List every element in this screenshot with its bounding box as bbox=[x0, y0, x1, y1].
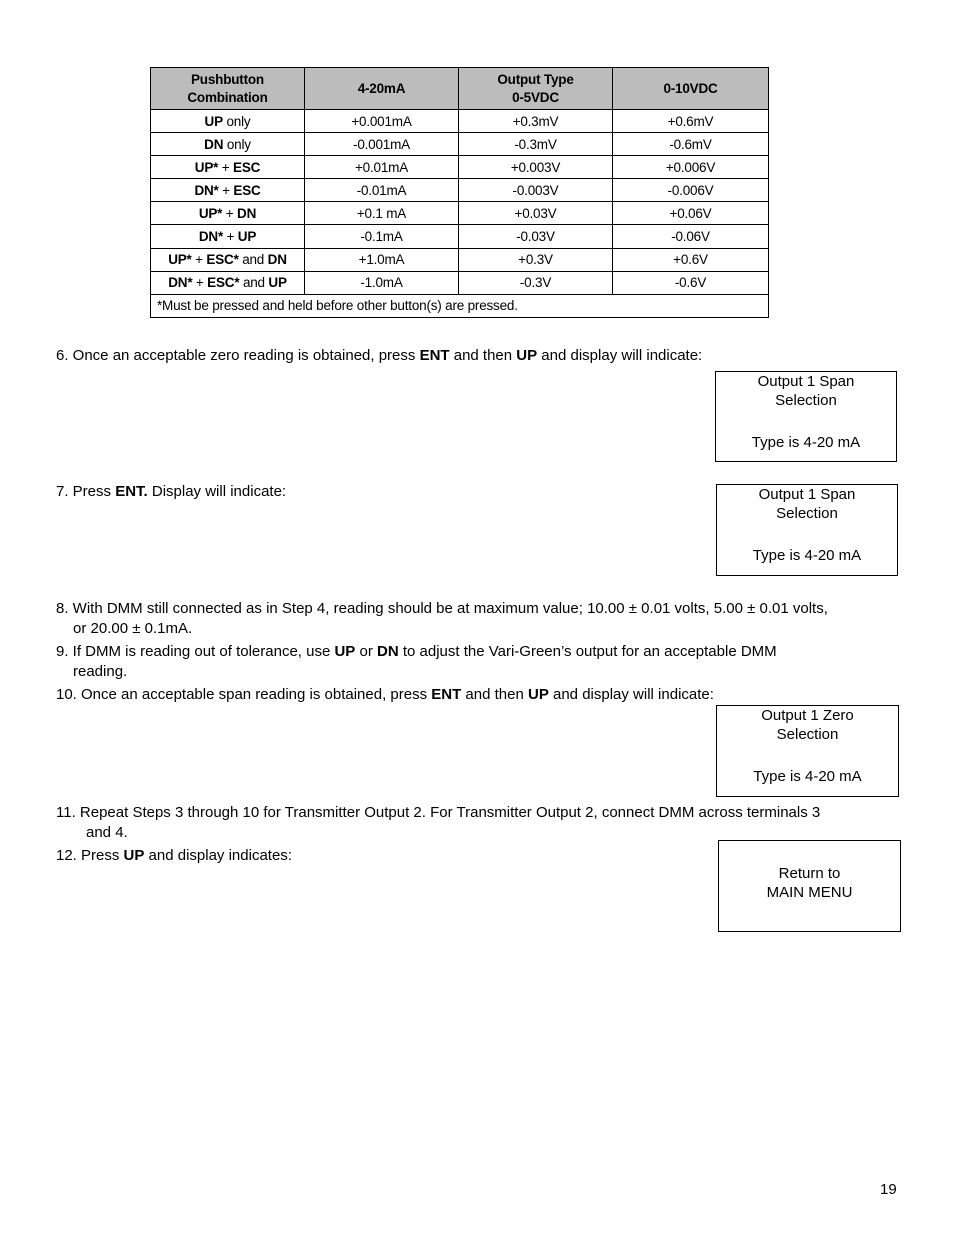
pushbutton-output-table bbox=[150, 67, 769, 318]
step-11: 11. Repeat Steps 3 through 10 for Transmitter Output 2. For Transmitter Output 2, connect DMM across terminals 3 and 4. bbox=[56, 804, 821, 841]
table-row bbox=[151, 271, 769, 294]
cell-combination: DN* + ESC bbox=[151, 179, 305, 202]
step-9: 9. If DMM is reading out of tolerance, use UP or DN to adjust the Vari-Green’s output for an acceptable DMM reading. bbox=[56, 643, 777, 680]
cell-4-20ma: -0.1mA bbox=[305, 225, 459, 248]
display-line-1: Output 1 Zero bbox=[761, 707, 854, 724]
display-output1-span-2 bbox=[716, 484, 898, 576]
cell-0-5vdc: -0.3V bbox=[459, 271, 613, 294]
step-6: 6. Once an acceptable zero reading is obtained, press ENT and then UP and display will indicate: bbox=[56, 347, 703, 364]
cell-0-5vdc: +0.3mV bbox=[459, 110, 613, 133]
table-header-row bbox=[151, 68, 769, 110]
table-footnote-row bbox=[151, 294, 769, 317]
header-0-5vdc bbox=[459, 68, 613, 110]
cell-4-20ma: +0.001mA bbox=[305, 110, 459, 133]
cell-0-5vdc: -0.003V bbox=[459, 179, 613, 202]
step-8: 8. With DMM still connected as in Step 4, reading should be at maximum value; 10.00 ± 0.01 volts, 5.00 ± 0.01 volts, or 20.00 ± 0.1mA. bbox=[56, 600, 828, 637]
step-7: 7. Press ENT. Display will indicate: bbox=[56, 483, 287, 500]
header-combo-text: Pushbutton Combination bbox=[187, 71, 268, 105]
cell-0-10vdc: -0.06V bbox=[613, 225, 769, 248]
display-line-3: Type is 4-20 mA bbox=[752, 547, 862, 564]
table-row bbox=[151, 179, 769, 202]
cell-0-10vdc: -0.006V bbox=[613, 179, 769, 202]
cell-4-20ma: -1.0mA bbox=[305, 271, 459, 294]
cell-4-20ma: -0.001mA bbox=[305, 133, 459, 156]
display-line-1: Return to bbox=[778, 865, 841, 882]
display-line-3: Type is 4-20 mA bbox=[751, 434, 861, 451]
table-row bbox=[151, 248, 769, 271]
cell-4-20ma: +1.0mA bbox=[305, 248, 459, 271]
cell-4-20ma: +0.01mA bbox=[305, 156, 459, 179]
display-line-2: Selection bbox=[775, 392, 837, 409]
display-line-2: MAIN MENU bbox=[766, 884, 853, 901]
header-4-20ma: 4-20mA bbox=[305, 68, 459, 110]
cell-0-5vdc: +0.003V bbox=[459, 156, 613, 179]
table-row bbox=[151, 110, 769, 133]
cell-0-5vdc: +0.3V bbox=[459, 248, 613, 271]
table-footnote: *Must be pressed and held before other button(s) are pressed. bbox=[151, 294, 769, 317]
cell-combination: UP* + DN bbox=[151, 202, 305, 225]
cell-combination: UP* + ESC bbox=[151, 156, 305, 179]
table-row bbox=[151, 225, 769, 248]
step-10: 10. Once an acceptable span reading is obtained, press ENT and then UP and display will indicate: bbox=[56, 686, 714, 703]
header-0-10vdc: 0-10VDC bbox=[613, 68, 769, 110]
cell-0-10vdc: +0.6mV bbox=[613, 110, 769, 133]
cell-combination: UP only bbox=[151, 110, 305, 133]
display-line-1: Output 1 Span bbox=[757, 373, 855, 390]
page-number: 19 bbox=[880, 1181, 897, 1198]
cell-combination: DN only bbox=[151, 133, 305, 156]
display-return-main-menu bbox=[718, 840, 901, 932]
cell-0-10vdc: +0.06V bbox=[613, 202, 769, 225]
step-12: 12. Press UP and display indicates: bbox=[56, 847, 292, 864]
display-line-3: Type is 4-20 mA bbox=[753, 768, 862, 785]
cell-4-20ma: +0.1 mA bbox=[305, 202, 459, 225]
cell-combination: DN* + ESC* and UP bbox=[151, 271, 305, 294]
cell-0-10vdc: +0.006V bbox=[613, 156, 769, 179]
cell-0-5vdc: -0.03V bbox=[459, 225, 613, 248]
cell-0-5vdc: +0.03V bbox=[459, 202, 613, 225]
cell-0-10vdc: +0.6V bbox=[613, 248, 769, 271]
display-line-2: Selection bbox=[776, 726, 839, 743]
cell-combination: UP* + ESC* and DN bbox=[151, 248, 305, 271]
table-row bbox=[151, 156, 769, 179]
table-row bbox=[151, 133, 769, 156]
display-line-1: Output 1 Span bbox=[758, 486, 856, 503]
cell-0-5vdc: -0.3mV bbox=[459, 133, 613, 156]
header-pushbutton-combination bbox=[151, 68, 305, 110]
cell-combination: DN* + UP bbox=[151, 225, 305, 248]
cell-0-10vdc: -0.6V bbox=[613, 271, 769, 294]
display-output1-zero bbox=[716, 705, 899, 797]
cell-0-10vdc: -0.6mV bbox=[613, 133, 769, 156]
cell-4-20ma: -0.01mA bbox=[305, 179, 459, 202]
display-output1-span-1 bbox=[715, 371, 897, 462]
display-line-2: Selection bbox=[776, 505, 838, 522]
table-row bbox=[151, 202, 769, 225]
header-0-5vdc-text: Output Type 0-5VDC bbox=[497, 71, 574, 105]
